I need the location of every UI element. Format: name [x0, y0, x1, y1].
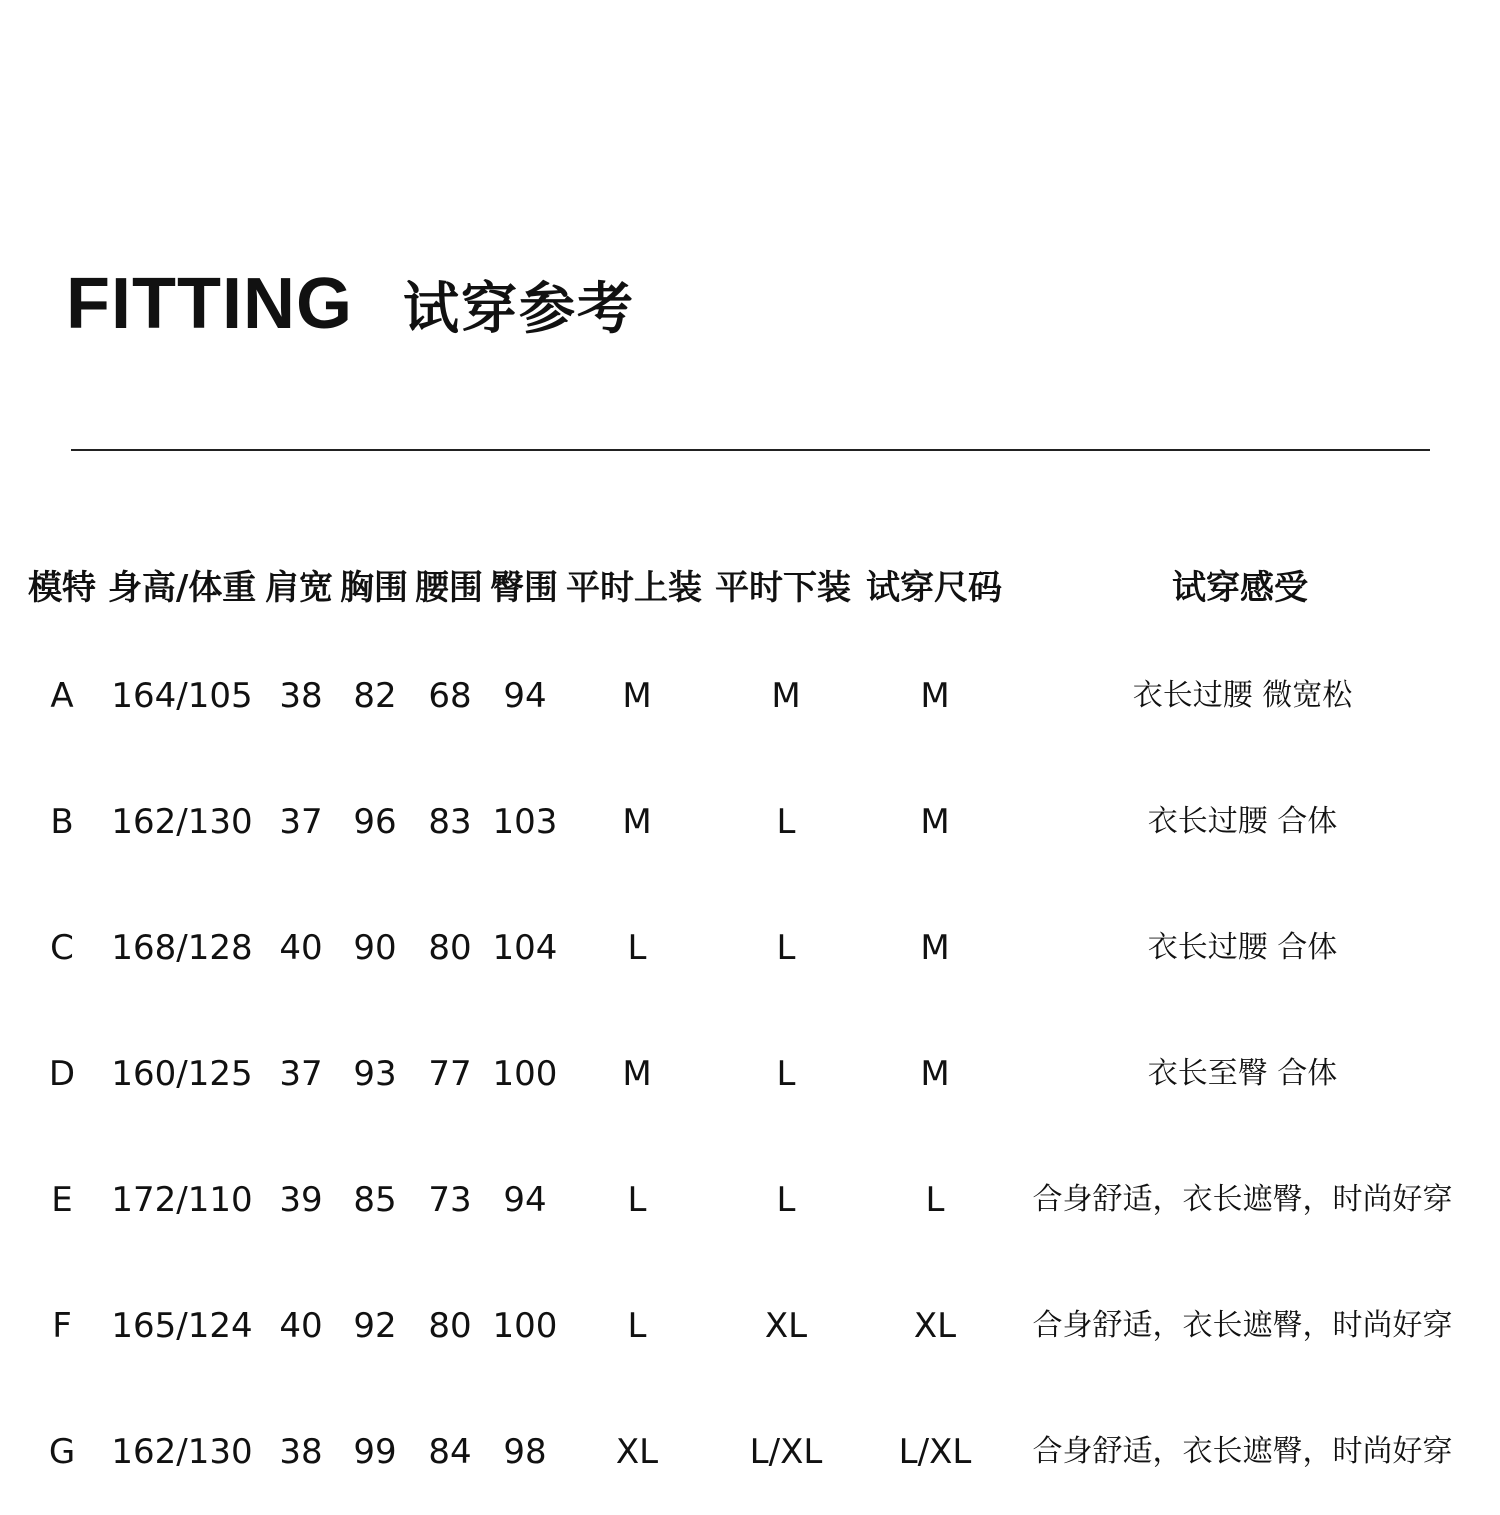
cell-height-weight: 165/124	[111, 1306, 253, 1346]
title-english: FITTING	[66, 264, 353, 344]
cell-height-weight: 162/130	[111, 1432, 253, 1472]
cell-chest: 96	[353, 802, 397, 842]
cell-height-weight: 168/128	[111, 928, 253, 968]
cell-hip: 94	[503, 1180, 547, 1220]
cell-feel: 合身舒适，衣长遮臀，时尚好穿	[1032, 1434, 1453, 1469]
table-row	[0, 1175, 1500, 1225]
cell-usual-bottom: L	[776, 928, 796, 968]
table-row	[0, 1301, 1500, 1351]
cell-usual-bottom: L	[776, 1054, 796, 1094]
cell-chest: 92	[353, 1306, 397, 1346]
cell-model: D	[48, 1054, 76, 1094]
cell-model: F	[52, 1306, 72, 1346]
cell-usual-top: M	[622, 802, 652, 842]
cell-waist: 68	[428, 676, 472, 716]
header-usual-bottom: 平时下装	[715, 568, 851, 608]
cell-model: C	[50, 928, 74, 968]
cell-model: B	[50, 802, 74, 842]
cell-try-size: M	[920, 1054, 950, 1094]
cell-model: E	[51, 1180, 73, 1220]
cell-shoulder: 37	[279, 1054, 323, 1094]
header-model-height-weight: 模特 身高/体重	[28, 568, 257, 608]
title-divider	[71, 449, 1430, 451]
table-row	[0, 797, 1500, 847]
cell-usual-top: M	[622, 676, 652, 716]
header-waist: 腰围	[415, 568, 483, 608]
cell-shoulder: 38	[279, 676, 323, 716]
cell-chest: 90	[353, 928, 397, 968]
cell-height-weight: 164/105	[111, 676, 253, 716]
cell-chest: 85	[353, 1180, 397, 1220]
cell-waist: 80	[428, 1306, 472, 1346]
cell-feel: 衣长过腰 微宽松	[1132, 678, 1353, 713]
header-try-size: 试穿尺码	[866, 568, 1002, 608]
table-row	[0, 1049, 1500, 1099]
cell-hip: 104	[492, 928, 558, 968]
cell-usual-top: L	[627, 1306, 647, 1346]
cell-usual-top: L	[627, 928, 647, 968]
cell-usual-bottom: XL	[764, 1306, 808, 1346]
cell-chest: 82	[353, 676, 397, 716]
cell-waist: 83	[428, 802, 472, 842]
cell-shoulder: 40	[279, 1306, 323, 1346]
cell-feel: 衣长至臀 合体	[1147, 1056, 1338, 1091]
header-chest: 胸围	[340, 568, 408, 608]
cell-usual-top: L	[627, 1180, 647, 1220]
cell-usual-bottom: M	[771, 676, 801, 716]
cell-shoulder: 39	[279, 1180, 323, 1220]
cell-try-size: L	[925, 1180, 945, 1220]
table-row	[0, 923, 1500, 973]
cell-hip: 103	[492, 802, 558, 842]
cell-usual-bottom: L/XL	[749, 1432, 823, 1472]
cell-shoulder: 37	[279, 802, 323, 842]
cell-waist: 80	[428, 928, 472, 968]
cell-try-size: M	[920, 676, 950, 716]
table-row	[0, 1427, 1500, 1477]
header-shoulder: 肩宽	[265, 568, 333, 608]
cell-feel: 衣长过腰 合体	[1147, 930, 1338, 965]
header-hip: 臀围	[490, 568, 558, 608]
cell-waist: 84	[428, 1432, 472, 1472]
cell-hip: 100	[492, 1306, 558, 1346]
title-chinese: 试穿参考	[402, 277, 635, 342]
cell-try-size: M	[920, 928, 950, 968]
cell-model: A	[50, 676, 74, 716]
cell-waist: 73	[428, 1180, 472, 1220]
cell-try-size: M	[920, 802, 950, 842]
cell-shoulder: 38	[279, 1432, 323, 1472]
cell-usual-top: M	[622, 1054, 652, 1094]
cell-usual-bottom: L	[776, 1180, 796, 1220]
cell-height-weight: 160/125	[111, 1054, 253, 1094]
cell-hip: 100	[492, 1054, 558, 1094]
cell-hip: 98	[503, 1432, 547, 1472]
cell-model: G	[48, 1432, 76, 1472]
header-feel: 试穿感受	[1172, 568, 1308, 608]
cell-usual-top: XL	[615, 1432, 659, 1472]
cell-try-size: XL	[913, 1306, 957, 1346]
cell-shoulder: 40	[279, 928, 323, 968]
cell-usual-bottom: L	[776, 802, 796, 842]
page-title	[66, 264, 635, 344]
cell-try-size: L/XL	[898, 1432, 972, 1472]
cell-height-weight: 162/130	[111, 802, 253, 842]
cell-chest: 93	[353, 1054, 397, 1094]
cell-feel: 衣长过腰 合体	[1147, 804, 1338, 839]
cell-height-weight: 172/110	[111, 1180, 253, 1220]
table-header	[0, 566, 1500, 610]
table-row	[0, 671, 1500, 721]
header-usual-top: 平时上装	[566, 568, 702, 608]
cell-chest: 99	[353, 1432, 397, 1472]
cell-hip: 94	[503, 676, 547, 716]
cell-waist: 77	[428, 1054, 472, 1094]
cell-feel: 合身舒适，衣长遮臀，时尚好穿	[1032, 1308, 1453, 1343]
cell-feel: 合身舒适，衣长遮臀，时尚好穿	[1032, 1182, 1453, 1217]
